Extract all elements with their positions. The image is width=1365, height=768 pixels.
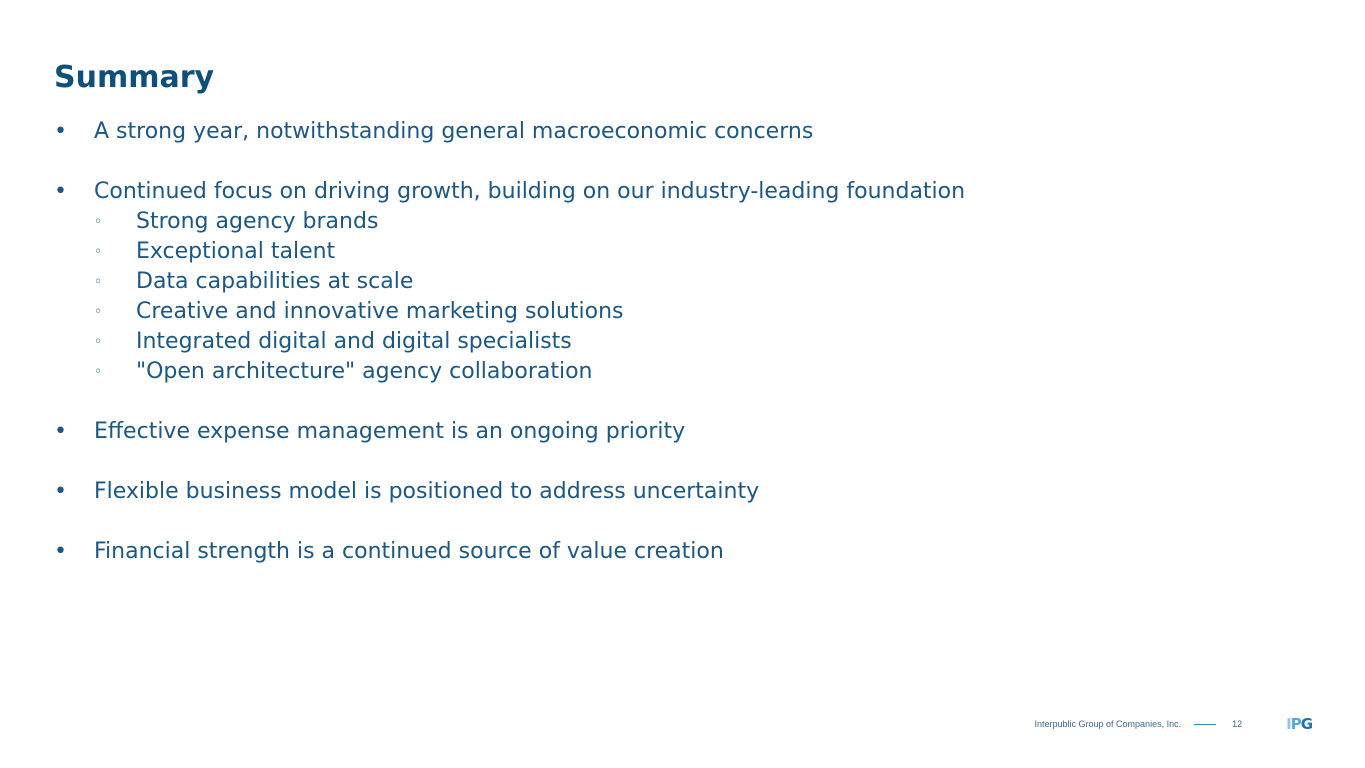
sub-bullet-text: Strong agency brands — [136, 209, 379, 234]
sub-bullet-text: Data capabilities at scale — [136, 269, 414, 294]
bullet-icon: • — [54, 539, 67, 564]
bullet-icon: • — [54, 419, 67, 444]
bullet-icon: • — [54, 479, 67, 504]
footer-divider — [1194, 724, 1216, 725]
hollow-bullet-icon: ◦ — [94, 214, 103, 230]
sub-bullet-text: "Open architecture" agency collaboration — [136, 359, 593, 384]
page-number: 12 — [1232, 719, 1243, 729]
summary-bullet-list — [54, 117, 1304, 597]
bullet-item — [54, 477, 1304, 507]
slide-title: Summary — [54, 60, 215, 95]
sub-bullet-item — [94, 327, 1304, 357]
logo-letter: G — [1300, 715, 1312, 733]
logo-letter: I — [1286, 715, 1291, 733]
sub-bullet-text: Integrated digital and digital specialists — [136, 329, 572, 354]
sub-bullet-text: Creative and innovative marketing solutions — [136, 299, 624, 324]
sub-bullet-item — [94, 237, 1304, 267]
sub-bullet-item — [94, 207, 1304, 237]
sub-bullet-list — [94, 207, 1304, 387]
footer-company-name: Interpublic Group of Companies, Inc. — [1034, 719, 1182, 729]
sub-bullet-item — [94, 267, 1304, 297]
bullet-item — [54, 537, 1304, 567]
bullet-text: Financial strength is a continued source of value creation — [94, 539, 724, 564]
bullet-text: Flexible business model is positioned to address uncertainty — [94, 479, 760, 504]
sub-bullet-item — [94, 297, 1304, 327]
sub-bullet-item — [94, 357, 1304, 387]
sub-bullet-text: Exceptional talent — [136, 239, 336, 264]
bullet-text: Effective expense management is an ongoing priority — [94, 419, 686, 444]
bullet-icon: • — [54, 179, 67, 204]
ipg-logo-icon — [1286, 715, 1312, 733]
bullet-text: A strong year, notwithstanding general macroeconomic concerns — [94, 119, 814, 144]
slide-footer — [1035, 713, 1313, 735]
bullet-item — [54, 177, 1304, 387]
bullet-text: Continued focus on driving growth, building on our industry-leading foundation — [94, 179, 966, 204]
hollow-bullet-icon: ◦ — [94, 244, 103, 260]
bullet-icon: • — [54, 119, 67, 144]
bullet-item — [54, 417, 1304, 447]
hollow-bullet-icon: ◦ — [94, 364, 103, 380]
hollow-bullet-icon: ◦ — [94, 334, 103, 350]
hollow-bullet-icon: ◦ — [94, 274, 103, 290]
bullet-item — [54, 117, 1304, 147]
logo-letter: P — [1290, 715, 1301, 733]
hollow-bullet-icon: ◦ — [94, 304, 103, 320]
